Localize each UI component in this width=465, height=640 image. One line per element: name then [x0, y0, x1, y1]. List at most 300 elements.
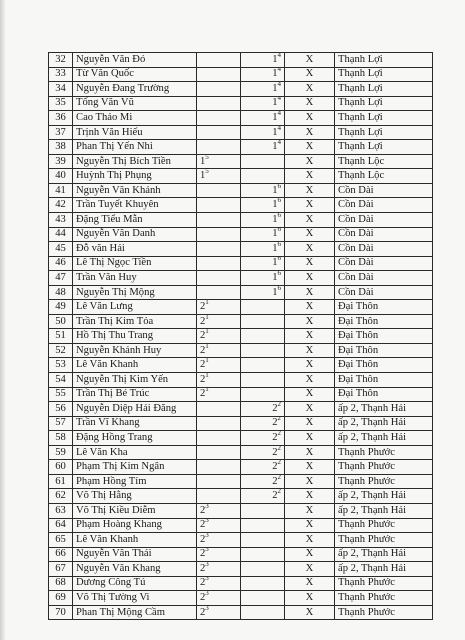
group-col-1 — [197, 183, 241, 198]
group-col-1 — [197, 300, 241, 315]
group-col-1-base: 2 — [200, 301, 206, 313]
group-col-1 — [197, 271, 241, 286]
group-col-1 — [197, 314, 241, 329]
student-name: Phan Thị Mộng Cầm — [73, 605, 197, 620]
group-col-2 — [241, 547, 285, 562]
group-col-2 — [241, 300, 285, 315]
row-number: 57 — [49, 416, 73, 431]
check-mark: X — [285, 416, 335, 431]
check-mark: X — [285, 518, 335, 533]
group-col-1 — [197, 242, 241, 257]
check-mark: X — [285, 169, 335, 184]
check-mark: X — [285, 445, 335, 460]
student-name: Lê Văn Kha — [73, 445, 197, 460]
check-mark: X — [285, 533, 335, 548]
row-number: 66 — [49, 547, 73, 562]
table-row — [49, 358, 433, 373]
group-col-2 — [241, 489, 285, 504]
student-name: Hồ Thị Thu Trang — [73, 329, 197, 344]
table-row — [49, 518, 433, 533]
student-name: Trịnh Văn Hiếu — [73, 125, 197, 140]
table-row — [49, 343, 433, 358]
group-col-1 — [197, 358, 241, 373]
group-col-2 — [241, 271, 285, 286]
group-col-1-base: 2 — [200, 344, 206, 356]
row-number: 45 — [49, 242, 73, 257]
student-name: Trần Thị Bé Trúc — [73, 387, 197, 402]
row-number: 41 — [49, 183, 73, 198]
student-name: Từ Văn Quốc — [73, 67, 197, 82]
group-col-2 — [241, 183, 285, 198]
table-row — [49, 285, 433, 300]
group-col-1 — [197, 445, 241, 460]
address: Thạnh Phước — [335, 460, 433, 475]
address: Thạnh Lợi — [335, 53, 433, 68]
group-col-1 — [197, 460, 241, 475]
group-col-1 — [197, 503, 241, 518]
student-name: Trần Vĩ Khang — [73, 416, 197, 431]
student-name: Lê Văn Lưng — [73, 300, 197, 315]
table-row — [49, 605, 433, 620]
group-col-2 — [241, 125, 285, 140]
check-mark: X — [285, 67, 335, 82]
group-col-2 — [241, 198, 285, 213]
student-name: Lê Văn Khanh — [73, 358, 197, 373]
group-col-2-sup: 6 — [277, 285, 281, 292]
group-col-1 — [197, 169, 241, 184]
table-row — [49, 169, 433, 184]
group-col-2-sup: 2 — [277, 430, 281, 437]
group-col-1-sup: 1 — [205, 299, 209, 307]
group-col-2 — [241, 242, 285, 257]
group-col-2-sup: 2 — [277, 401, 281, 408]
address: ấp 2, Thạnh Hải — [335, 431, 433, 446]
group-col-2-base: 1 — [272, 184, 278, 196]
group-col-2-sup: 6 — [277, 256, 281, 263]
group-col-1 — [197, 67, 241, 82]
table-row — [49, 111, 433, 126]
group-col-2-base: 1 — [272, 53, 278, 65]
row-number: 47 — [49, 271, 73, 286]
address: Cồn Dài — [335, 285, 433, 300]
group-col-1 — [197, 373, 241, 388]
table-row — [49, 154, 433, 169]
row-number: 59 — [49, 445, 73, 460]
group-col-2-base: 1 — [272, 242, 278, 254]
group-col-1 — [197, 547, 241, 562]
row-number: 65 — [49, 533, 73, 548]
check-mark: X — [285, 547, 335, 562]
check-mark: X — [285, 343, 335, 358]
address: Đại Thôn — [335, 387, 433, 402]
address: Thạnh Phước — [335, 445, 433, 460]
group-col-2-base: 2 — [272, 446, 278, 458]
group-col-2-sup: 6 — [277, 241, 281, 248]
check-mark: X — [285, 96, 335, 111]
group-col-1-base: 2 — [200, 359, 206, 371]
table-row — [49, 387, 433, 402]
group-col-1-base: 2 — [200, 373, 206, 385]
group-col-1-sup: 3 — [205, 576, 209, 583]
group-col-2 — [241, 431, 285, 446]
row-number: 34 — [49, 82, 73, 97]
row-number: 67 — [49, 562, 73, 577]
address: Thạnh Lộc — [335, 169, 433, 184]
table-row — [49, 503, 433, 518]
row-number: 33 — [49, 67, 73, 82]
group-col-2-sup: 6 — [277, 227, 281, 234]
check-mark: X — [285, 242, 335, 257]
row-number: 58 — [49, 431, 73, 446]
address: Thạnh Lợi — [335, 82, 433, 97]
table-row — [49, 300, 433, 315]
group-col-2-sup: 4 — [277, 96, 281, 103]
group-col-2 — [241, 256, 285, 271]
group-col-1-base: 2 — [200, 504, 206, 516]
group-col-1-base: 2 — [200, 548, 206, 560]
group-col-2 — [241, 329, 285, 344]
group-col-1 — [197, 256, 241, 271]
group-col-1 — [197, 140, 241, 155]
table-row — [49, 547, 433, 562]
group-col-1 — [197, 416, 241, 431]
group-col-2 — [241, 518, 285, 533]
group-col-1-sup: 3 — [205, 532, 209, 539]
table-row — [49, 198, 433, 213]
group-col-2 — [241, 387, 285, 402]
group-col-1 — [197, 605, 241, 620]
check-mark: X — [285, 183, 335, 198]
address: Đại Thôn — [335, 343, 433, 358]
group-col-2-base: 1 — [272, 271, 278, 283]
row-number: 37 — [49, 125, 73, 140]
group-col-1-sup: 3 — [205, 590, 209, 597]
table-row — [49, 431, 433, 446]
group-col-1 — [197, 82, 241, 97]
address: Thạnh Phước — [335, 591, 433, 606]
check-mark: X — [285, 329, 335, 344]
group-col-1-base: 2 — [200, 577, 206, 589]
address: Thạnh Lợi — [335, 140, 433, 155]
group-col-2-base: 2 — [272, 417, 278, 429]
group-col-2-base: 1 — [272, 286, 278, 298]
group-col-1-base: 2 — [200, 330, 206, 342]
address: Thạnh Phước — [335, 518, 433, 533]
table-row — [49, 53, 433, 68]
address: ấp 2, Thạnh Hải — [335, 416, 433, 431]
address: Cồn Dài — [335, 183, 433, 198]
student-name: Nguyễn Thị Bích Tiền — [73, 154, 197, 169]
row-number: 56 — [49, 402, 73, 417]
student-name: Nguyễn Văn Đó — [73, 53, 197, 68]
group-col-1-sup: 1 — [205, 314, 209, 321]
student-name: Nguyễn Diệp Hải Đăng — [73, 402, 197, 417]
group-col-2-base: 1 — [272, 82, 278, 94]
row-number: 38 — [49, 140, 73, 155]
row-number: 53 — [49, 358, 73, 373]
student-name: Phạm Hoàng Khang — [73, 518, 197, 533]
group-col-1-sup: 3 — [205, 503, 209, 510]
row-number: 51 — [49, 329, 73, 344]
check-mark: X — [285, 591, 335, 606]
row-number: 55 — [49, 387, 73, 402]
check-mark: X — [285, 53, 335, 68]
group-col-1 — [197, 562, 241, 577]
address: Đại Thôn — [335, 373, 433, 388]
student-name: Cao Thảo Mi — [73, 111, 197, 126]
table-row — [49, 82, 433, 97]
row-number: 68 — [49, 576, 73, 591]
student-name: Nguyễn Thị Mộng — [73, 285, 197, 300]
table-row — [49, 227, 433, 242]
row-number: 32 — [49, 53, 73, 68]
student-name: Nguyễn Thị Kim Yến — [73, 373, 197, 388]
group-col-2 — [241, 314, 285, 329]
group-col-2-base: 2 — [272, 431, 278, 443]
row-number: 49 — [49, 300, 73, 315]
row-number: 50 — [49, 314, 73, 329]
table-row — [49, 271, 433, 286]
check-mark: X — [285, 358, 335, 373]
row-number: 54 — [49, 373, 73, 388]
group-col-2-sup: 6 — [277, 183, 281, 190]
address: Thạnh Lợi — [335, 96, 433, 111]
group-col-2-base: 1 — [272, 68, 278, 80]
group-col-1-sup: 1 — [205, 357, 209, 365]
group-col-2 — [241, 445, 285, 460]
student-name: Võ Thị Hằng — [73, 489, 197, 504]
student-name: Dương Công Tú — [73, 576, 197, 591]
group-col-2-sup: 6 — [277, 270, 281, 277]
address: Thạnh Phước — [335, 533, 433, 548]
group-col-2-base: 1 — [272, 97, 278, 109]
group-col-2-base: 2 — [272, 461, 278, 473]
address: Cồn Dài — [335, 271, 433, 286]
group-col-2-base: 2 — [272, 402, 278, 414]
group-col-2-sup: 6 — [277, 212, 281, 219]
group-col-1-base: 2 — [200, 606, 206, 618]
address: ấp 2, Thạnh Hải — [335, 489, 433, 504]
group-col-2 — [241, 474, 285, 489]
table-row — [49, 576, 433, 591]
check-mark: X — [285, 82, 335, 97]
group-col-2 — [241, 562, 285, 577]
group-col-2 — [241, 373, 285, 388]
check-mark: X — [285, 460, 335, 475]
address: Thạnh Lộc — [335, 154, 433, 169]
group-col-2 — [241, 576, 285, 591]
group-col-1 — [197, 591, 241, 606]
group-col-1 — [197, 96, 241, 111]
table-row — [49, 591, 433, 606]
group-col-1-base: 1 — [200, 155, 206, 167]
check-mark: X — [285, 213, 335, 228]
group-col-1-base: 1 — [200, 170, 206, 182]
student-name: Lê Văn Khanh — [73, 533, 197, 548]
group-col-2 — [241, 343, 285, 358]
group-col-1-base: 2 — [200, 562, 206, 574]
row-number: 44 — [49, 227, 73, 242]
check-mark: X — [285, 402, 335, 417]
address: ấp 2, Thạnh Hải — [335, 402, 433, 417]
group-col-1-base: 2 — [200, 592, 206, 603]
address: Cồn Dài — [335, 227, 433, 242]
student-name: Đặng Tiểu Mẫn — [73, 213, 197, 228]
student-name: Nguyễn Văn Danh — [73, 227, 197, 242]
check-mark: X — [285, 271, 335, 286]
row-number: 69 — [49, 591, 73, 606]
row-number: 46 — [49, 256, 73, 271]
table-row — [49, 96, 433, 111]
row-number: 64 — [49, 518, 73, 533]
student-name: Nguyễn Văn Khang — [73, 562, 197, 577]
check-mark: X — [285, 154, 335, 169]
table-row — [49, 329, 433, 344]
student-name: Đặng Hồng Trang — [73, 431, 197, 446]
group-col-2-base: 1 — [272, 213, 278, 225]
group-col-1-sup: 3 — [205, 547, 209, 554]
group-col-1-base: 2 — [200, 388, 206, 400]
group-col-1 — [197, 198, 241, 213]
group-col-2 — [241, 605, 285, 620]
table-row — [49, 314, 433, 329]
address: Thạnh Lợi — [335, 125, 433, 140]
group-col-2-sup: 2 — [277, 488, 281, 496]
check-mark: X — [285, 373, 335, 388]
address: Đại Thôn — [335, 358, 433, 373]
address: Thạnh Lợi — [335, 67, 433, 82]
group-col-2 — [241, 111, 285, 126]
group-col-1 — [197, 154, 241, 169]
group-col-1 — [197, 125, 241, 140]
address: Đại Thôn — [335, 329, 433, 344]
check-mark: X — [285, 140, 335, 155]
check-mark: X — [285, 198, 335, 213]
student-name: Huỳnh Thị Phụng — [73, 169, 197, 184]
group-col-2 — [241, 416, 285, 431]
group-col-2-base: 1 — [272, 111, 278, 123]
table-row — [49, 140, 433, 155]
group-col-2-base: 1 — [272, 199, 278, 211]
group-col-2-sup: 2 — [277, 474, 281, 481]
address: Đại Thôn — [335, 300, 433, 315]
group-col-2 — [241, 154, 285, 169]
student-name: Trần Văn Huy — [73, 271, 197, 286]
address: Cồn Dài — [335, 198, 433, 213]
student-name: Trần Thị Kim Tỏa — [73, 314, 197, 329]
row-number: 70 — [49, 605, 73, 620]
address: Thạnh Phước — [335, 576, 433, 591]
check-mark: X — [285, 387, 335, 402]
check-mark: X — [285, 300, 335, 315]
check-mark: X — [285, 489, 335, 504]
address: Đại Thôn — [335, 314, 433, 329]
group-col-2-sup: 4 — [277, 52, 281, 59]
table-row — [49, 402, 433, 417]
row-number: 63 — [49, 503, 73, 518]
check-mark: X — [285, 605, 335, 620]
group-col-2 — [241, 213, 285, 228]
table-row — [49, 533, 433, 548]
group-col-1-base: 2 — [200, 519, 206, 531]
address: ấp 2, Thạnh Hải — [335, 562, 433, 577]
row-number: 42 — [49, 198, 73, 213]
group-col-1-sup: 3 — [205, 561, 209, 568]
row-number: 52 — [49, 343, 73, 358]
group-col-1-base: 2 — [200, 533, 206, 545]
row-number: 48 — [49, 285, 73, 300]
address: Thạnh Lợi — [335, 111, 433, 126]
group-col-2-base: 2 — [272, 475, 278, 487]
group-col-2 — [241, 503, 285, 518]
group-col-1 — [197, 53, 241, 68]
table-row — [49, 474, 433, 489]
group-col-1 — [197, 533, 241, 548]
group-col-1 — [197, 431, 241, 446]
table-row — [49, 183, 433, 198]
check-mark: X — [285, 431, 335, 446]
group-col-1 — [197, 387, 241, 402]
student-name: Phạm Thị Kim Ngân — [73, 460, 197, 475]
group-col-2 — [241, 402, 285, 417]
check-mark: X — [285, 562, 335, 577]
address: ấp 2, Thạnh Hải — [335, 547, 433, 562]
group-col-2-sup: 2 — [277, 445, 281, 452]
group-col-2-sup: 2 — [277, 459, 281, 467]
group-col-2-sup: 4 — [277, 81, 281, 88]
page-edge-shadow — [0, 0, 6, 640]
row-number: 62 — [49, 489, 73, 504]
group-col-1-sup: 1 — [205, 343, 209, 350]
address: ấp 2, Thạnh Hải — [335, 503, 433, 518]
check-mark: X — [285, 227, 335, 242]
group-col-2 — [241, 227, 285, 242]
check-mark: X — [285, 111, 335, 126]
student-name: Nguyễn Khánh Huy — [73, 343, 197, 358]
student-name: Lê Thị Ngọc Tiền — [73, 256, 197, 271]
student-name: Võ Thị Tường Vi — [73, 591, 197, 606]
group-col-1-sup: 1 — [205, 328, 209, 336]
row-number: 61 — [49, 474, 73, 489]
group-col-2-base: 1 — [272, 257, 278, 269]
student-name: Nguyễn Văn Thái — [73, 547, 197, 562]
address: Cồn Dài — [335, 242, 433, 257]
group-col-2-sup: 4 — [277, 110, 281, 117]
group-col-2 — [241, 169, 285, 184]
group-col-2-sup: 4 — [277, 125, 281, 132]
check-mark: X — [285, 474, 335, 489]
group-col-2-sup: 6 — [277, 197, 281, 205]
group-col-1 — [197, 343, 241, 358]
table-row — [49, 460, 433, 475]
group-col-2 — [241, 460, 285, 475]
table-row — [49, 125, 433, 140]
group-col-1-sup: 5 — [205, 168, 209, 176]
group-col-2 — [241, 67, 285, 82]
check-mark: X — [285, 314, 335, 329]
group-col-1-sup: 1 — [205, 387, 209, 394]
check-mark: X — [285, 285, 335, 300]
table-row — [49, 242, 433, 257]
group-col-1 — [197, 474, 241, 489]
group-col-1 — [197, 213, 241, 228]
table-row — [49, 416, 433, 431]
student-roster-table — [48, 52, 433, 620]
group-col-2-sup: 2 — [277, 416, 281, 423]
group-col-2 — [241, 82, 285, 97]
row-number: 39 — [49, 154, 73, 169]
group-col-1 — [197, 489, 241, 504]
